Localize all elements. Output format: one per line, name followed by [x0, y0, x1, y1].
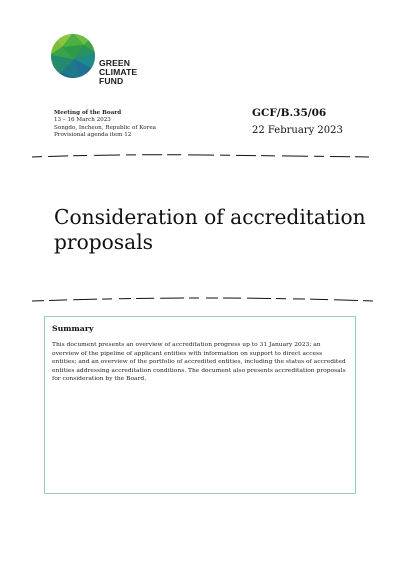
top-divider — [30, 153, 375, 159]
summary-box — [44, 316, 356, 494]
document-reference: GCF/B.35/06 — [252, 107, 327, 119]
document-title: Consideration of accreditation proposals — [54, 205, 366, 254]
document-date: 22 February 2023 — [252, 125, 343, 136]
logo-line-climate: CLIMATE — [99, 67, 138, 77]
bottom-divider — [30, 296, 375, 302]
logo-line-fund: FUND — [99, 76, 124, 86]
gcf-logo — [50, 33, 150, 93]
summary-text: This document presents an overview of accreditation progress up to 31 January 2023; an overview of the pipeline of applicant entities with information on support to direct access entities; and an overview of the portfolio of accredited entities, including the status of accredited entities addressing accreditation conditions. The document also presents accreditation proposals for consideration by the Board. — [52, 341, 346, 383]
gcf-wordmark — [99, 59, 137, 86]
meeting-agenda-item: Provisional agenda item 12 — [54, 131, 132, 138]
meeting-location: Songdo, Incheon, Republic of Korea — [54, 124, 156, 131]
meeting-info — [54, 110, 156, 139]
meeting-dates: 13 – 16 March 2023 — [54, 117, 111, 124]
meeting-title: Meeting of the Board — [54, 110, 122, 116]
logo-line-green: GREEN — [99, 58, 131, 68]
green-climate-fund-globe-icon — [50, 33, 96, 79]
summary-heading: Summary — [52, 324, 94, 333]
